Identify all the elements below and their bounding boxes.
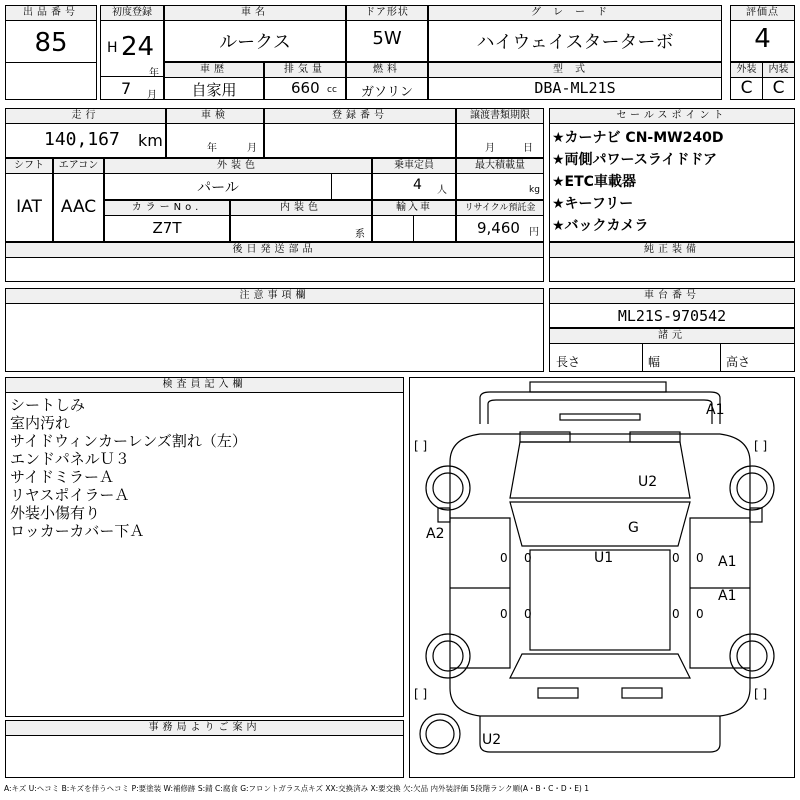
inspector-item: エンドパネルＵ３ [10,450,130,468]
inspection-month-unit: 月 [247,143,257,154]
car-name: ルークス [219,32,291,53]
ext-color: パール [197,180,239,196]
genuine-label: 純正装備 [550,243,794,258]
mileage: 140,167 [44,129,120,150]
office-box [5,720,404,778]
era: H [107,40,118,56]
inspector-item: 外装小傷有り [10,504,101,522]
zero-mark: 0 [672,551,680,565]
transfer-box [456,108,544,158]
load-label: 最大積載量 [457,159,543,174]
sales-point: ★カーナビ CN-MW240D [552,130,724,146]
transfer-month: 月 [485,143,495,154]
model: DBA-ML21S [534,79,616,97]
door-type: 5W [372,28,402,49]
inspector-item: サイドウィンカーレンズ割れ（左） [10,432,247,450]
transfer-label: 譲渡書類期限 [457,109,543,124]
registration-month: 7 [121,79,132,98]
interior-label: 内装 [763,63,794,78]
inspector-item: 室内汚れ [10,414,71,432]
capacity: 4 [413,177,422,193]
inspector-item: リヤスポイラーＡ [10,486,130,504]
damage-mark: A1 [718,588,737,604]
mileage-box [5,108,166,158]
int-color-box [230,200,372,242]
later-parts-label: 後日発送部品 [6,243,543,258]
sales-point: ★ETC車載器 [552,174,636,190]
zero-mark: 0 [524,551,532,565]
first-registration-box [100,5,164,100]
exterior-label: 外装 [731,63,762,78]
transfer-day: 日 [523,143,533,154]
displacement-label: 排気量 [265,63,345,78]
score-label: 評価点 [731,6,794,21]
first-registration-label: 初度登録 [101,6,163,21]
ac-box [53,158,104,242]
sales-point: ★両側パワースライドドア [552,152,718,168]
damage-mark: A1 [718,554,737,570]
grade-box [428,5,722,62]
damage-mark: U2 [482,732,502,748]
genuine-box [549,242,795,282]
car-name-label: 車名 [165,6,345,21]
year-unit: 年 [149,68,159,79]
import-label: 輸入車 [373,201,455,216]
sales-points-label: セールスポイント [550,109,794,124]
load-box [456,158,544,200]
later-parts-box [5,242,544,282]
length-label: 長さ [556,355,581,369]
office-label: 事務局よりご案内 [6,721,403,736]
ac-label: エアコン [54,159,103,174]
width-label: 幅 [648,355,661,369]
dimensions-box [549,328,795,372]
inspector-item: シートしみ [10,396,86,414]
history-box [164,62,264,100]
inspector-item: サイドミラーＡ [10,468,114,486]
damage-mark: U1 [594,550,614,566]
score-box [730,5,795,62]
mileage-label: 走行 [6,109,165,124]
lot-number: 85 [34,28,68,58]
bracket-mark: [ ] [754,439,768,453]
notes-label: 注意事項欄 [6,289,543,304]
plate-label: 登録番号 [265,109,455,124]
recycle-unit: 円 [529,227,539,238]
chassis-box [549,288,795,328]
color-no: Z7T [152,219,182,237]
history-label: 車歴 [165,63,263,78]
bracket-mark: [ ] [414,687,428,701]
sales-points-box [549,108,795,242]
inspection-box [166,108,264,158]
grade: ハイウェイスターターボ [476,32,674,53]
shift: IAT [16,197,42,217]
damage-mark: A1 [706,402,725,418]
damage-mark: G [628,520,639,536]
legend: A:キズ U:ヘコミ B:キズを伴うヘコミ P:要塗装 W:補修跡 S:錆 C:腐食 G:フロントガラス点キズ XX:交換済み X:要交換 欠:欠品 内外装評価 5段階ランク順(A・B・C・D・E) 1 [4,784,590,793]
ac: AAC [60,197,97,217]
inspector-list [10,396,247,540]
displacement: 660 [291,79,320,97]
import-box [372,200,456,242]
car-diagram [410,378,794,777]
lot-number-box [5,5,97,100]
color-no-box [104,200,230,242]
fuel-box [346,62,428,100]
bracket-mark: [ ] [754,687,768,701]
zero-mark: 0 [500,607,508,621]
color-no-label: カラーNo. [105,201,229,216]
displacement-unit: cc [327,85,337,95]
chassis-label: 車台番号 [550,289,794,304]
grade-label: グレード [429,6,721,21]
recycle: 9,460 [477,219,520,237]
inspector-box [5,377,404,717]
ext-color-box [104,158,372,200]
zero-mark: 0 [524,607,532,621]
damage-mark: A2 [426,526,445,542]
car-name-box [164,5,346,62]
lot-number-label: 出品番号 [6,6,96,21]
capacity-box [372,158,456,200]
dimensions-label: 諸元 [550,329,794,344]
notes-box [5,288,544,372]
sales-points-list [552,127,723,237]
capacity-label: 乗車定員 [373,159,455,174]
damage-mark: U2 [638,474,658,490]
int-color-label: 内装色 [231,201,371,216]
chassis-number: ML21S-970542 [617,307,727,325]
fuel-label: 燃料 [347,63,427,78]
interior-grade-box [762,62,795,100]
recycle-label: リサイクル預託金 [457,201,543,216]
mileage-unit: km [138,131,163,150]
sales-point: ★キーフリー [552,196,634,212]
int-color-unit: 系 [355,229,365,240]
load-unit: kg [529,185,540,195]
recycle-box [456,200,544,242]
model-box [428,62,722,100]
capacity-unit: 人 [437,185,447,196]
fuel: ガソリン [360,85,413,100]
inspection-label: 車検 [167,109,263,124]
door-type-label: ドア形状 [347,6,427,21]
displacement-box [264,62,346,100]
exterior-grade-box [730,62,763,100]
ext-color-label: 外装色 [105,159,371,174]
month-unit: 月 [147,90,157,101]
inspector-label: 検査員記入欄 [6,378,403,393]
zero-mark: 0 [696,551,704,565]
inspector-item: ロッカーカバー下Ａ [10,522,145,540]
exterior-grade: C [740,78,753,98]
zero-mark: 0 [672,607,680,621]
sales-point: ★バックカメラ [552,218,649,234]
plate-box [264,108,456,158]
door-type-box [346,5,428,62]
interior-grade: C [772,78,785,98]
car-diagram-box [409,377,795,778]
model-label: 型式 [429,63,721,78]
bracket-mark: [ ] [414,439,428,453]
registration-year: 24 [121,32,155,62]
inspection-year-unit: 年 [207,143,217,154]
shift-label: シフト [6,159,52,174]
shift-box [5,158,53,242]
zero-mark: 0 [696,607,704,621]
height-label: 高さ [726,355,751,369]
zero-mark: 0 [500,551,508,565]
score: 4 [754,24,771,54]
history: 自家用 [191,81,237,99]
